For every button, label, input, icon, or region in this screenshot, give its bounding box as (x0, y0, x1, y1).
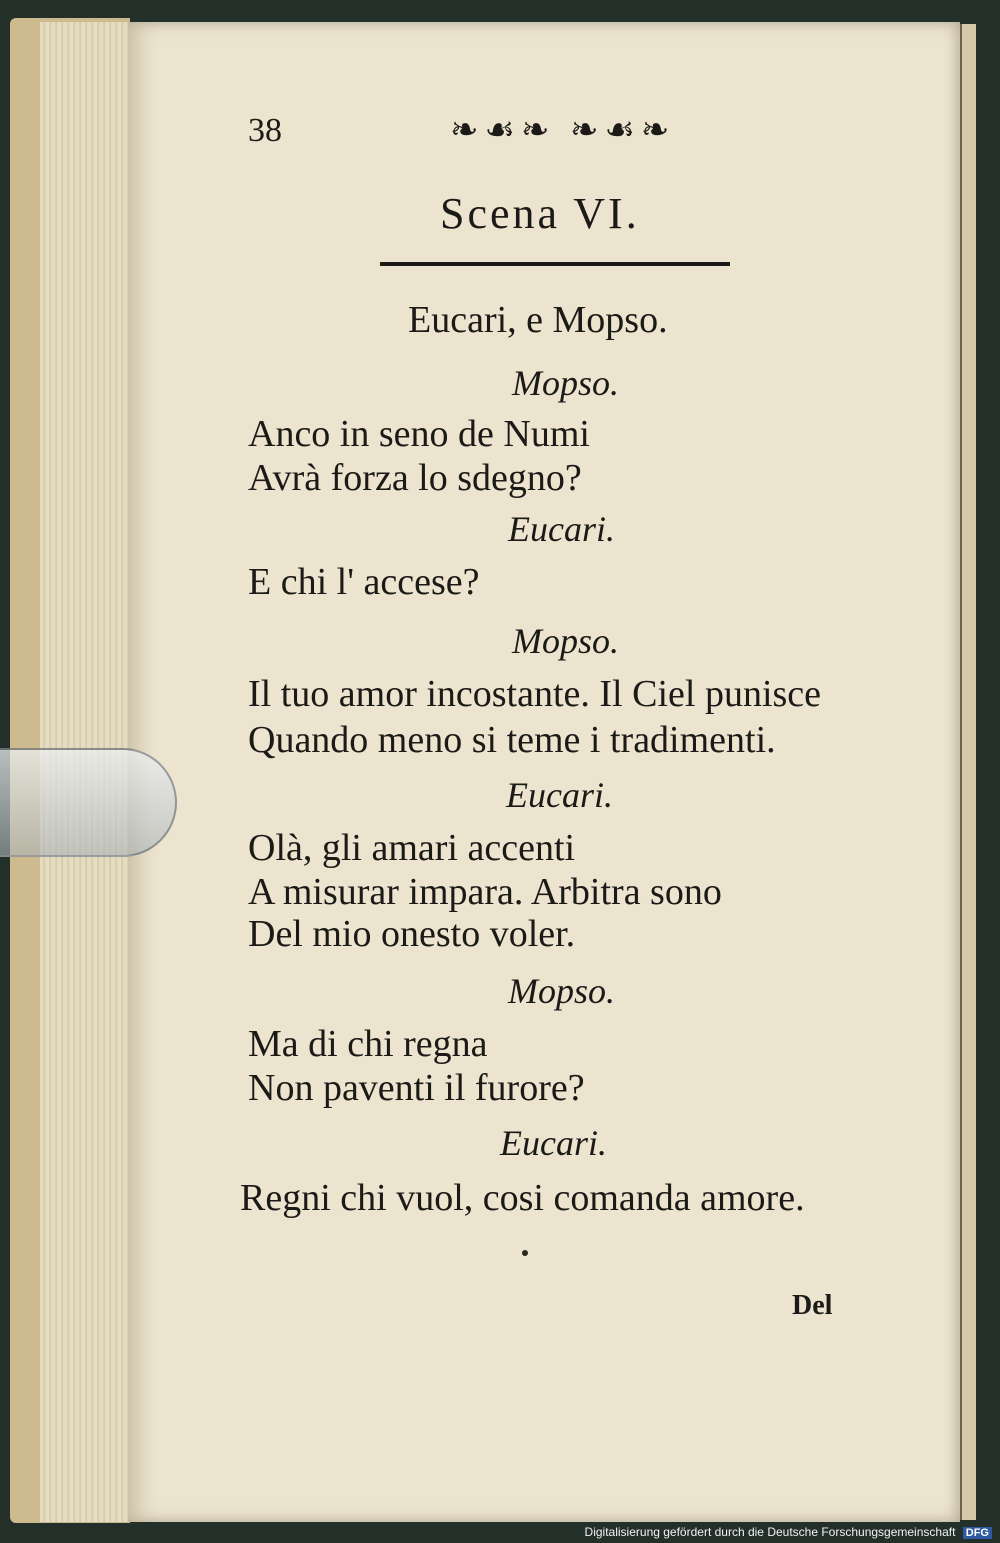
verse-line: E chi l' accese? (248, 561, 480, 603)
speaker-label: Eucari. (508, 509, 615, 549)
verse-line: Anco in seno de Numi (248, 413, 590, 455)
page-number: 38 (248, 112, 282, 149)
speaker-label: Mopso. (508, 971, 615, 1011)
verse-line: Il tuo amor incostante. Il Ciel punisce (248, 673, 822, 715)
page-clip-holder (0, 748, 177, 857)
speaker-label: Eucari. (506, 775, 613, 815)
title-rule (380, 262, 730, 266)
dfg-logo-icon: DFG (963, 1527, 992, 1539)
verse-line: Non paventi il furore? (248, 1067, 585, 1109)
catchword: Del (792, 1290, 833, 1321)
scene-title: Scena VI. (440, 189, 640, 238)
digitization-credit (585, 1525, 992, 1539)
verse-line: Regni chi vuol, cosi comanda amore. (240, 1177, 805, 1219)
speaker-label: Mopso. (512, 621, 619, 661)
verse-line: Quando meno si teme i tradimenti. (248, 719, 776, 761)
facing-page-edge (960, 24, 976, 1520)
book-page (128, 22, 960, 1522)
verse-line: A misurar impara. Arbitra sono (248, 871, 722, 913)
scene-cast: Eucari, e Mopso. (408, 299, 668, 341)
verse-line: Olà, gli amari accenti (248, 827, 576, 869)
ink-speck (522, 1250, 528, 1256)
speaker-label: Eucari. (500, 1123, 607, 1163)
verse-line: Del mio onesto voler. (248, 913, 576, 955)
credit-text: Digitalisierung gefördert durch die Deutsche Forschungsgemeinschaft (584, 1525, 956, 1539)
speaker-label: Mopso. (512, 363, 619, 403)
ornament-icon: ❧☙❧ ❧☙❧ (450, 112, 676, 149)
verse-line: Avrà forza lo sdegno? (248, 457, 582, 499)
verse-line: Ma di chi regna (248, 1023, 488, 1065)
